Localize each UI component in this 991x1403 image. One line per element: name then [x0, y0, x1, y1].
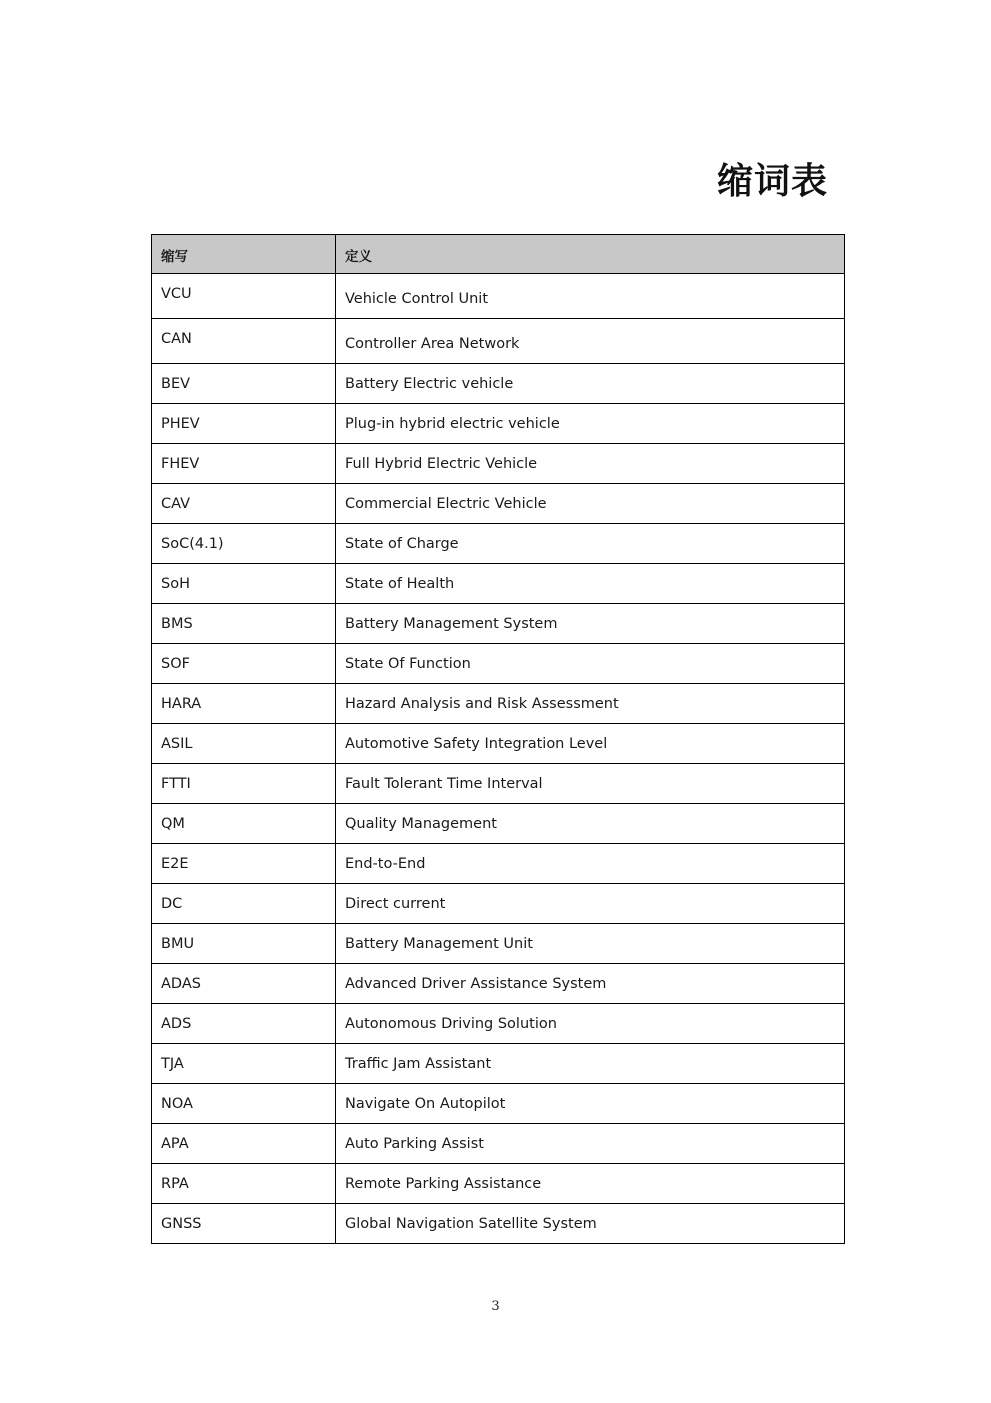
definition-cell: State Of Function: [336, 644, 845, 684]
definition-cell: Commercial Electric Vehicle: [336, 484, 845, 524]
definition-cell: Quality Management: [336, 804, 845, 844]
page-number: 3: [491, 1299, 500, 1314]
abbreviation-cell: RPA: [152, 1164, 336, 1204]
definition-cell: Battery Management System: [336, 604, 845, 644]
definition-cell: Auto Parking Assist: [336, 1124, 845, 1164]
abbreviation-cell: NOA: [152, 1084, 336, 1124]
table-row: [152, 964, 845, 1004]
definition-cell: Automotive Safety Integration Level: [336, 724, 845, 764]
abbreviation-table: [151, 234, 845, 1244]
table-row: [152, 724, 845, 764]
definition-cell: Remote Parking Assistance: [336, 1164, 845, 1204]
abbreviation-cell: ASIL: [152, 724, 336, 764]
table-header-row: [152, 235, 845, 274]
table-row: [152, 1164, 845, 1204]
definition-cell: Global Navigation Satellite System: [336, 1204, 845, 1244]
table-row: [152, 1204, 845, 1244]
definition-cell: Battery Electric vehicle: [336, 364, 845, 404]
abbreviation-cell: BEV: [152, 364, 336, 404]
table-row: [152, 1004, 845, 1044]
table-row: [152, 1124, 845, 1164]
page-title: 缩词表: [716, 161, 828, 202]
definition-cell: Full Hybrid Electric Vehicle: [336, 444, 845, 484]
table-row: [152, 274, 845, 319]
table-row: [152, 524, 845, 564]
table-row: [152, 1044, 845, 1084]
abbreviation-cell: BMS: [152, 604, 336, 644]
abbreviation-cell: FTTI: [152, 764, 336, 804]
abbreviation-cell: ADAS: [152, 964, 336, 1004]
table-row: [152, 604, 845, 644]
abbreviation-cell: HARA: [152, 684, 336, 724]
definition-cell: Direct current: [336, 884, 845, 924]
column-header-abbreviation: 缩写: [152, 235, 336, 274]
abbreviation-cell: BMU: [152, 924, 336, 964]
table-row: [152, 404, 845, 444]
definition-cell: State of Charge: [336, 524, 845, 564]
table-row: [152, 804, 845, 844]
abbreviation-cell: GNSS: [152, 1204, 336, 1244]
column-header-definition: 定义: [336, 235, 845, 274]
table-row: [152, 484, 845, 524]
table-row: [152, 684, 845, 724]
definition-cell: Navigate On Autopilot: [336, 1084, 845, 1124]
abbreviation-cell: FHEV: [152, 444, 336, 484]
abbreviation-cell: DC: [152, 884, 336, 924]
abbreviation-cell: TJA: [152, 1044, 336, 1084]
table-row: [152, 1084, 845, 1124]
table-row: [152, 364, 845, 404]
definition-cell: End-to-End: [336, 844, 845, 884]
abbreviation-cell: SoC(4.1): [152, 524, 336, 564]
abbreviation-cell: PHEV: [152, 404, 336, 444]
abbreviation-cell: APA: [152, 1124, 336, 1164]
table-row: [152, 644, 845, 684]
abbreviation-cell: SOF: [152, 644, 336, 684]
abbreviation-cell: SoH: [152, 564, 336, 604]
table-row: [152, 924, 845, 964]
abbreviation-cell: E2E: [152, 844, 336, 884]
table-row: [152, 884, 845, 924]
abbreviation-cell: ADS: [152, 1004, 336, 1044]
abbreviation-cell: VCU: [152, 274, 336, 319]
definition-cell: Autonomous Driving Solution: [336, 1004, 845, 1044]
definition-cell: Battery Management Unit: [336, 924, 845, 964]
definition-cell: Traffic Jam Assistant: [336, 1044, 845, 1084]
abbreviation-cell: CAN: [152, 319, 336, 364]
definition-cell: State of Health: [336, 564, 845, 604]
table-row: [152, 844, 845, 884]
table-row: [152, 319, 845, 364]
definition-cell: Hazard Analysis and Risk Assessment: [336, 684, 845, 724]
abbreviation-cell: CAV: [152, 484, 336, 524]
definition-cell: Fault Tolerant Time Interval: [336, 764, 845, 804]
table-row: [152, 564, 845, 604]
definition-cell: Vehicle Control Unit: [336, 274, 845, 319]
table-row: [152, 444, 845, 484]
definition-cell: Advanced Driver Assistance System: [336, 964, 845, 1004]
definition-cell: Plug-in hybrid electric vehicle: [336, 404, 845, 444]
definition-cell: Controller Area Network: [336, 319, 845, 364]
abbreviation-cell: QM: [152, 804, 336, 844]
table-row: [152, 764, 845, 804]
